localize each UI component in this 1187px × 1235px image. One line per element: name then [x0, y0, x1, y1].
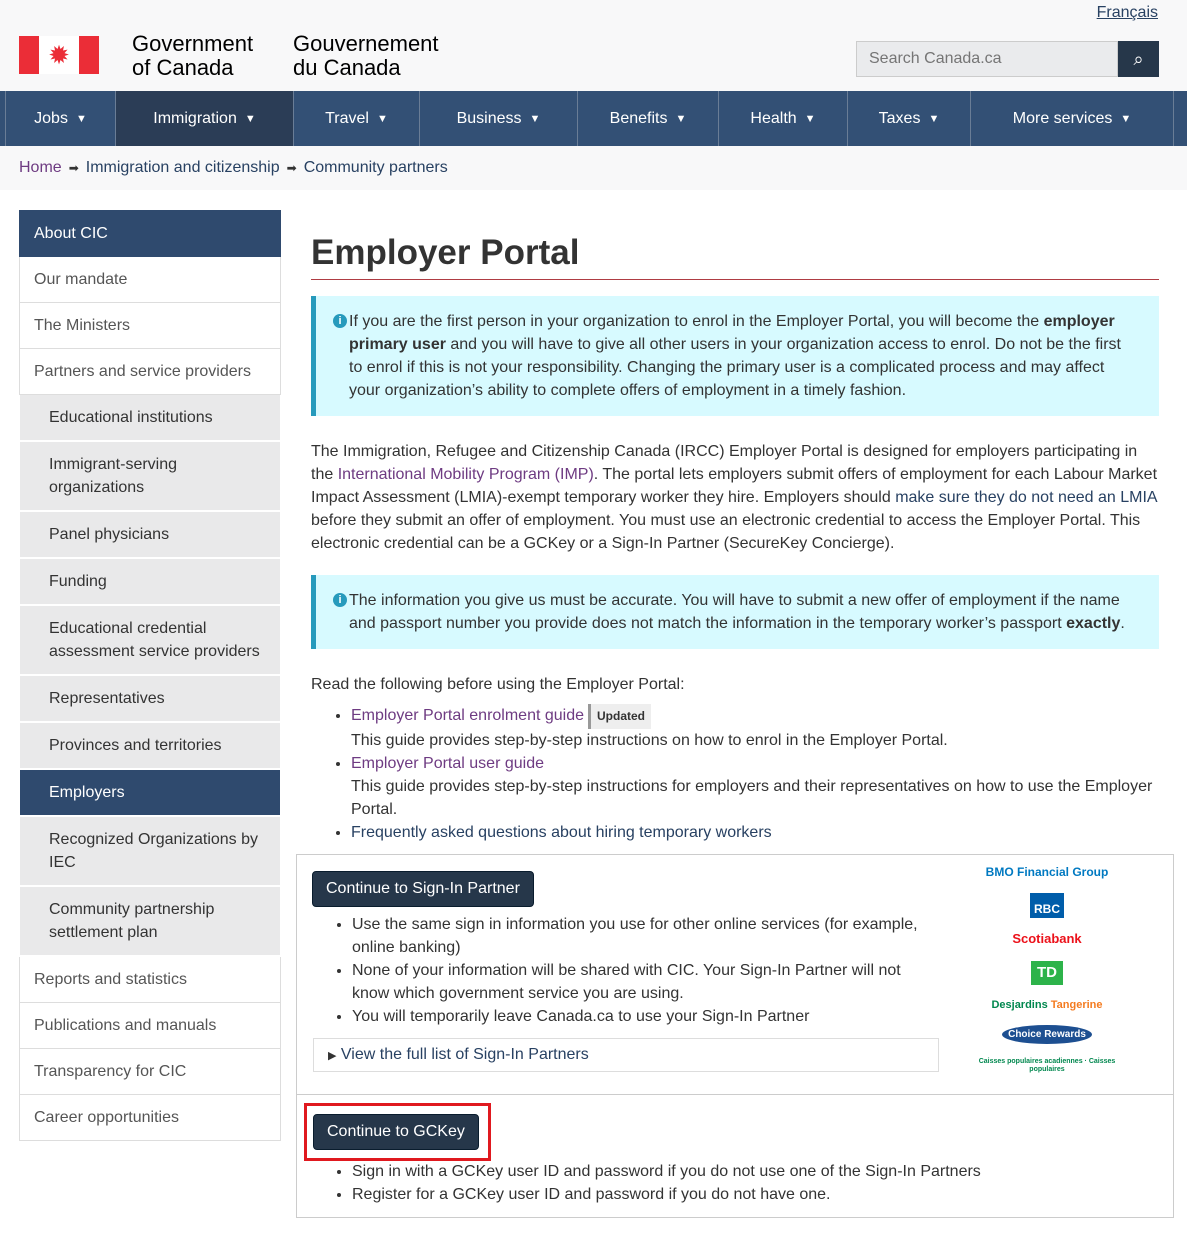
- sidebar-item[interactable]: Reports and statistics: [19, 957, 281, 1003]
- sidebar-item[interactable]: The Ministers: [19, 303, 281, 349]
- breadcrumb-home[interactable]: Home: [19, 159, 62, 176]
- sidebar-subitem[interactable]: Educational credential assessment service providers: [19, 606, 281, 676]
- search-button[interactable]: [1118, 41, 1159, 77]
- main-content: [311, 225, 1159, 844]
- breadcrumb-community-partners[interactable]: Community partners: [303, 159, 448, 176]
- sign-in-partner-logos: BMO Financial Group RBC Scotiabank TD Desjardins Tangerine Choice Rewards Caisses populaires acadiennes · Caisses populaires: [978, 865, 1116, 1073]
- chevron-down-icon: ▼: [675, 112, 687, 125]
- gckey-bullets: • Sign in with a GCKey user ID and password if you do not use one of the Sign-In Partners • Register for a GCKey user ID and password if you do not have one.: [297, 1160, 981, 1206]
- imp-link[interactable]: International Mobility Program (IMP): [337, 466, 594, 483]
- language-toggle-link[interactable]: Français: [1096, 4, 1158, 21]
- gckey-panel: [296, 1094, 1174, 1218]
- chevron-down-icon: ▼: [376, 112, 388, 125]
- intro-paragraph: The Immigration, Refugee and Citizenship Canada (IRCC) Employer Portal is designed for employers participating in the International Mobility Program (IMP). The portal lets employers submit offers of employment for each Labour Market Impact Assessment (LMIA)-exempt temporary worker they hire. Employers should make sure they do not need an LMIA before they submit an offer of employment. You must use an electronic credential to access the Employer Portal. This electronic credential can be a GCKey or a Sign-In Partner (SecureKey Concierge).: [311, 443, 1158, 552]
- chevron-down-icon: ▼: [1120, 112, 1132, 125]
- menu-taxes[interactable]: Taxes ▼: [848, 91, 971, 146]
- sidebar-header-about-cic[interactable]: About CIC: [19, 210, 281, 257]
- chevron-down-icon: ▼: [804, 112, 816, 125]
- sign-in-partner-bullets: • Use the same sign in information you use for other online services (for example, online banking) • None of your information will be shared with CIC. Your Sign-In Partner will not know which government service you are using. • You will temporarily leave Canada.ca to use your Sign-In Partner: [297, 913, 937, 1028]
- list-item: • Employer Portal user guide This guide provides step-by-step instructions for employers and their representatives on how to use the Employer Portal.: [351, 752, 1159, 821]
- signature-en[interactable]: Government of Canada: [132, 31, 254, 80]
- continue-sign-in-partner-button[interactable]: Continue to Sign-In Partner: [312, 871, 534, 907]
- sign-in-partners-details[interactable]: ▶ View the full list of Sign-In Partners: [313, 1038, 939, 1072]
- sidebar-item[interactable]: Partners and service providers: [19, 349, 281, 395]
- site-header: [0, 0, 1187, 91]
- breadcrumb-immigration[interactable]: Immigration and citizenship: [85, 159, 280, 176]
- enrolment-guide-link[interactable]: Employer Portal enrolment guide: [351, 707, 585, 724]
- sidebar-subitem[interactable]: Representatives: [19, 676, 281, 723]
- sidebar-item[interactable]: Career opportunities: [19, 1095, 281, 1141]
- sidebar-nav: [19, 210, 281, 1141]
- sidebar-subitem[interactable]: Immigrant-serving organizations: [19, 442, 281, 512]
- menu-health[interactable]: Health ▼: [719, 91, 848, 146]
- chevron-down-icon: ▼: [75, 112, 87, 125]
- search-icon: ⌕: [1133, 48, 1144, 69]
- chevron-down-icon: ▼: [529, 112, 541, 125]
- chevron-down-icon: ▼: [928, 112, 940, 125]
- sidebar-subitem[interactable]: Recognized Organizations by IEC: [19, 817, 281, 887]
- highlight-box: [304, 1103, 491, 1161]
- page-title: Employer Portal: [311, 225, 1159, 280]
- list-item: [351, 821, 1159, 844]
- arrow-right-icon: ➡: [68, 161, 79, 175]
- info-icon: i: [333, 593, 347, 607]
- sidebar-item[interactable]: Publications and manuals: [19, 1003, 281, 1049]
- continue-gckey-button[interactable]: Continue to GCKey: [313, 1114, 479, 1150]
- menu-jobs[interactable]: Jobs ▼: [5, 91, 116, 146]
- faq-link[interactable]: Frequently asked questions about hiring temporary workers: [351, 824, 772, 841]
- breadcrumb: [0, 146, 1187, 190]
- user-guide-link[interactable]: Employer Portal user guide: [351, 755, 544, 772]
- sidebar-subitem[interactable]: Panel physicians: [19, 512, 281, 559]
- main-menu: [0, 91, 1187, 146]
- read-following-text: Read the following before using the Employer Portal:: [311, 676, 685, 693]
- chevron-down-icon: ▼: [244, 112, 256, 125]
- menu-immigration[interactable]: Immigration ▼: [116, 91, 294, 146]
- info-alert-primary-user: i If you are the first person in your organization to enrol in the Employer Portal, you will become the employer primary user and you will have to give all other users in your organization access to enrol. Do not be the first to enrol if this is not your responsibility. Changing the primary user is a complicated process and may affect your organization’s ability to complete offers of employment in a timely fashion.: [311, 296, 1159, 416]
- info-alert-accuracy: i The information you give us must be accurate. You will have to submit a new offer of employment if the name and passport number you provide does not match the information in the temporary worker’s passport exactly.: [311, 575, 1159, 649]
- sidebar-subitem[interactable]: Community partnership settlement plan: [19, 887, 281, 957]
- sidebar-subitem[interactable]: Provinces and territories: [19, 723, 281, 770]
- sidebar-item[interactable]: Transparency for CIC: [19, 1049, 281, 1095]
- sign-in-partner-panel: [296, 854, 1174, 1095]
- arrow-right-icon: ➡: [286, 161, 297, 175]
- sidebar-item[interactable]: Our mandate: [19, 257, 281, 303]
- menu-more-services[interactable]: More services ▼: [971, 91, 1174, 146]
- lmia-link[interactable]: make sure they do not need an LMIA: [895, 489, 1157, 506]
- triangle-right-icon: ▶: [328, 1050, 337, 1062]
- menu-travel[interactable]: Travel ▼: [294, 91, 420, 146]
- canada-flag-icon: ✹: [19, 36, 99, 74]
- updated-badge: Updated: [588, 704, 651, 729]
- list-item: • Employer Portal enrolment guide Updated This guide provides step-by-step instructions on how to enrol in the Employer Portal.: [351, 704, 1159, 752]
- menu-business[interactable]: Business ▼: [420, 91, 578, 146]
- signature-fr: Gouvernement du Canada: [293, 31, 439, 80]
- search-form: [856, 41, 1159, 77]
- search-input[interactable]: [856, 41, 1118, 77]
- menu-benefits[interactable]: Benefits ▼: [578, 91, 719, 146]
- sidebar-subitem[interactable]: Funding: [19, 559, 281, 606]
- sidebar-subitem-employers-active[interactable]: Employers: [19, 770, 281, 817]
- guides-list: [311, 704, 1159, 844]
- sidebar-subitem[interactable]: Educational institutions: [19, 395, 281, 442]
- info-icon: i: [333, 314, 347, 328]
